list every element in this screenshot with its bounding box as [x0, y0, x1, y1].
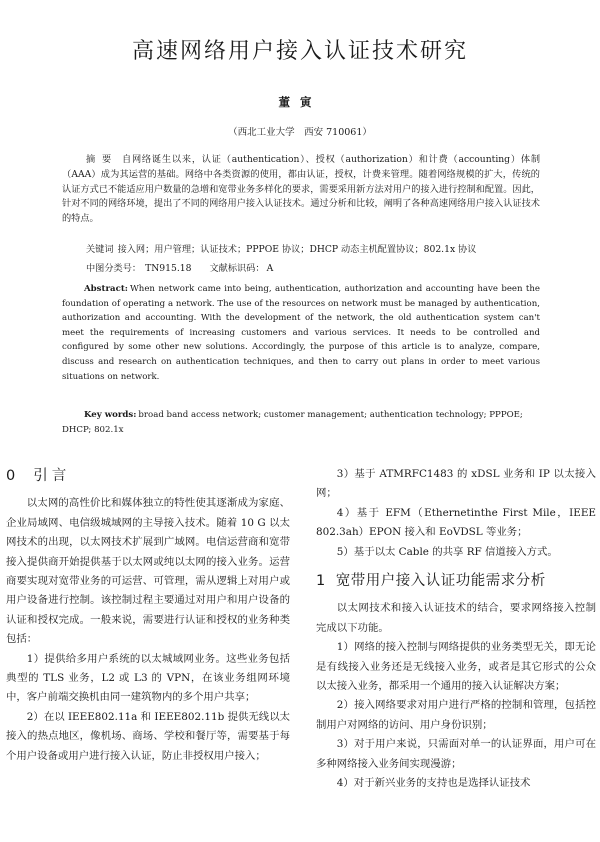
left-column [6, 465, 290, 766]
abstract-english [62, 282, 540, 384]
classification-line [62, 262, 540, 277]
keywords-english [62, 408, 540, 437]
paragraph: 2）在以 IEEE802.11a 和 IEEE802.11b 提供无线以太接入的热点地区，像机场、商场、学校和餐厅等，需要基于每个用户设备或用户进行接入认证，防止非授权用户接入； [6, 710, 290, 762]
paragraph: 2）接入网络要求对用户进行严格的控制和管理，包括控制用户对网络的访问、用户身份识别； [316, 699, 596, 731]
paragraph: 以太网的高性价比和媒体独立的特性使其逐渐成为家庭、企业局域网、电信级城域网的主导接入技术。随着 10 G 以太网技术的出现，以太网技术扩展到广域网。电信运营商和宽带接入提供商开始提供基于以太网或纯以太网的接入业务。运营商要实现对宽带业务的可运营、可管理，需从逻辑上对用户或用户设备进行控制。该控制过程主要通过对用户和用户设备的认证和授权完成。一般来说，需要进行认证和授权的业务种类包括： [6, 497, 290, 646]
abstract-en-label: Abstract: [84, 284, 128, 294]
keywords-cn-label: 关键词 [86, 244, 114, 255]
right-column [316, 465, 596, 794]
classification-value: TN915.18 [145, 263, 192, 274]
list-item: 3）基于 ATMRFC1483 的 xDSL 业务和 IP 以太接入网； [316, 468, 596, 500]
section-heading-requirements [316, 572, 596, 591]
list-item: 4）基于 EFM（Ethernetinthe First Mile，IEEE 802.3ah）EPON 接入和 EoVDSL 等业务； [316, 506, 596, 539]
paragraph: 1）网络的接入控制与网络提供的业务类型无关，即无论是有线接入业务还是无线接入业务，或者是其它形式的公众以太接入业务，都采用一个通用的接入认证解决方案； [316, 641, 596, 693]
paragraph: 3）对于用户来说，只需面对单一的认证界面，用户可在多种网络接入业务间实现漫游； [316, 738, 596, 770]
paragraph: 4）对于新兴业务的支持也是选择认证技术 [336, 777, 531, 790]
section-number: 0 [6, 468, 20, 484]
author-affiliation: （西北工业大学 西安 710061） [228, 127, 372, 138]
keywords-chinese [62, 243, 540, 258]
author-name: 董寅 [278, 95, 322, 109]
classification-label: 中图分类号： [86, 263, 142, 274]
document-code-label: 文献标识码： [209, 263, 265, 274]
paragraph: 以太网技术和接入认证技术的结合，要求网络接入控制完成以下功能。 [316, 602, 596, 634]
paragraph: 1）提供给多用户系统的以太城域网业务。这些业务包括典型的 TLS 业务，L2 或 L3 的 VPN，在该业务组网环境中，客户前端交换机由同一建筑物内的多个用户共享； [6, 652, 290, 704]
paper-title: 高速网络用户接入认证技术研究 [131, 39, 468, 64]
abstract-en-text: When network came into being, authentication, authorization and accounting have been the foundation of operating a network. The use of the resources on network must be managed by authentication, authorization and accounting. With the development of the network, the old authentication system can't meet the requirements of increasing customers and various services. It needs to be controlled and configured by some other new solutions. Accordingly, the purpose of this article is to analyze, compare, discuss and research on authentication techniques, and then to carry out plans in order to meet various situations on network. [62, 284, 540, 382]
section-number: 1 [316, 573, 326, 590]
list-item: 5）基于以太 Cable 的共享 RF 信道接入方式。 [336, 545, 558, 558]
keywords-en-label: Key words: [84, 410, 137, 420]
document-code-value: A [266, 263, 274, 274]
section-title: 宽带用户接入认证功能需求分析 [335, 573, 546, 590]
section-title: 引言 [33, 468, 71, 484]
abstract-chinese [62, 153, 540, 227]
abstract-cn-label: 摘要 [86, 154, 118, 165]
keywords-cn-text: 接入网；用户管理；认证技术；PPPOE 协议；DHCP 动态主机配置协议；802.1x 协议 [117, 244, 477, 255]
abstract-cn-text: 自网络诞生以来，认证（authentication）、授权（authorization）和计费（accounting）体制（AAA）成为其运营的基础。网络中各类资源的使用，都由认证，授权，计费来管理。随着网络规模的扩大，传统的认证方式已不能适应用户数量的急增和宽带业务多样化的要求，需要采用新方法对用户的接入进行控制和配置。因此，针对不同的网络环境，提出了不同的网络用户接入认证技术。通过分析和比较，阐明了各种高速网络用户接入认证技术的特点。 [62, 154, 541, 225]
section-heading-introduction [6, 467, 290, 486]
keywords-en-text: broad band access network; customer management; authentication technology; PPPOE; DHCP; 802.1x [62, 410, 523, 435]
